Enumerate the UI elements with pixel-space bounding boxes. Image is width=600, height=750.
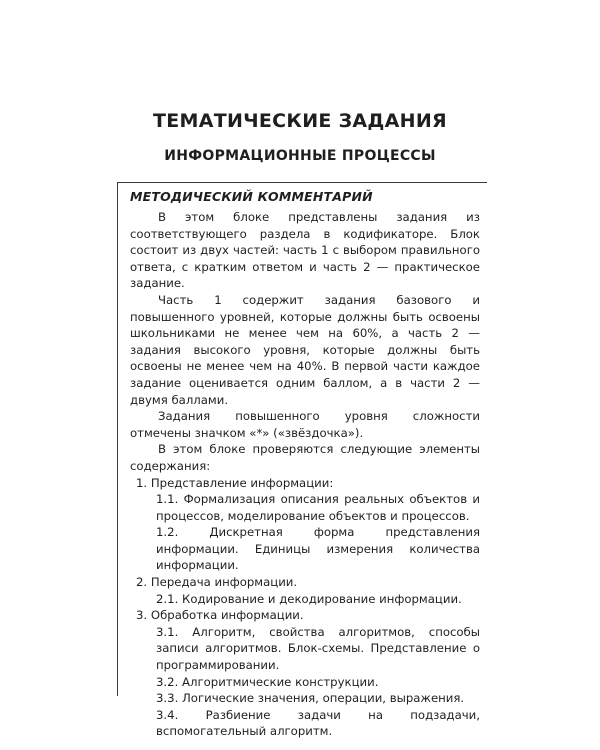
- paragraph: В этом блоке представлены задания из соответствующего раздела в кодификаторе. Блок состоит из двух частей: часть 1 с выбором правильного ответа, с кратким ответом и часть 2 — практическое задание.: [130, 210, 480, 291]
- paragraph: Задания повышенного уровня сложности отмечены значком «*» («звёздочка»).: [130, 409, 480, 440]
- page-subtitle: ИНФОРМАЦИОННЫЕ ПРОЦЕССЫ: [164, 148, 436, 164]
- list-item: 1. Представление информации:: [136, 475, 334, 490]
- paragraph: В этом блоке проверяются следующие элементы содержания:: [130, 442, 480, 473]
- sub-list-item: 3.1. Алгоритм, свойства алгоритмов, способы записи алгоритмов. Блок-схемы. Представление о программировании.: [156, 624, 480, 673]
- page-title: ТЕМАТИЧЕСКИЕ ЗАДАНИЯ: [153, 110, 447, 132]
- sub-list-item: 1.1. Формализация описания реальных объектов и процессов, моделирование объектов и процессов.: [156, 492, 480, 523]
- methodical-comment-block: [117, 182, 488, 739]
- sub-list-item: 3.2. Алгоритмические конструкции.: [156, 674, 379, 689]
- list-item: 2. Передача информации.: [136, 575, 298, 590]
- paragraph: Часть 1 содержит задания базового и повышенного уровней, которые должны быть освоены школьниками не менее чем на 60%, а часть 2 — задания высокого уровня, которые должны быть освоены не менее чем на 40%. В первой части каждое задание оценивается одним баллом, а в части 2 — двумя баллами.: [130, 292, 480, 407]
- sub-list-item: 3.3. Логические значения, операции, выражения.: [156, 691, 465, 706]
- comment-body: [118, 209, 480, 740]
- comment-header: МЕТОДИЧЕСКИЙ КОММЕНТАРИЙ: [130, 189, 373, 204]
- list-item: 3. Обработка информации.: [136, 608, 304, 623]
- sub-list-item: 3.4. Разбиение задачи на подзадачи, вспомогательный алгоритм.: [156, 707, 480, 739]
- sub-list-item: 2.1. Кодирование и декодирование информации.: [156, 591, 462, 606]
- sub-list-item: 1.2. Дискретная форма представления информации. Единицы измерения количества информации.: [156, 525, 480, 573]
